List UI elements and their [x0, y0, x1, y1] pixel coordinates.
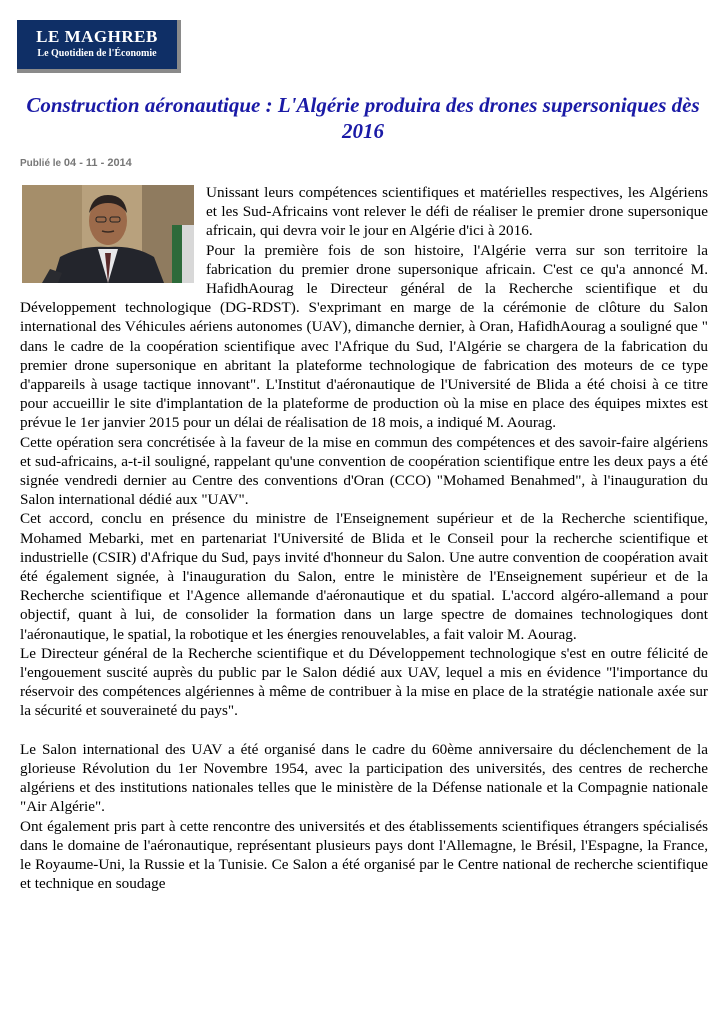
article-paragraph: Le Directeur général de la Recherche scientifique et du Développement technologique s'est en outre félicité de l'engouement suscité auprès du public par le Salon dédié aux UAV, lequel a mis en évidence "l'importance du réservoir des compétences algériennes à même de contribuer à la mise en place de la stratégie nationale axée sur la sécurité et souveraineté du pays". — [20, 644, 708, 720]
portrait-image — [22, 185, 194, 283]
article-paragraph: Cette opération sera concrétisée à la faveur de la mise en commun des compétences et des savoir-faire algériens et sud-africains, a-t-il souligné, rappelant qu'une convention de coopération scientifique entre les deux pays a été signée vendredi dernier au Centre des conventions d'Oran (CCO) "Mohamed Benahmed", à l'inauguration du Salon international dédié aux "UAV". — [20, 433, 708, 509]
portrait-photo — [22, 185, 194, 283]
article-title: Construction aéronautique : L'Algérie produira des drones supersoniques dès 2016 — [26, 93, 700, 143]
masthead-name: LE MAGHREB — [36, 27, 158, 46]
article-paragraph: Pour la première fois de son histoire, l'Algérie verra sur son territoire la fabrication du premier drone supersonique africain. C'est ce qu'a annoncé M. HafidhAourag le Directeur général de la Recherche scientifique et du Développement technologique (DG-RDST). S'exprimant en marge de la cérémonie de clôture du Salon international des Véhicules aériens autonomes (UAV), dimanche dernier, à Oran, HafidhAourag a souligné que " dans le cadre de la coopération scientifique avec l'Afrique du Sud, l'Algérie se chargera de la fabrication du premier drone supersonique en abritant la plateforme technologique de fabrication des moteurs de ce type d'appareils à usage tactique innovant". L'Institut d'aéronautique de l'Université de Blida a été choisi à ce titre pour accueillir le site d'implantation de la plateforme de production où la mise en place des équipes mixtes est prévue le 1er janvier 2015 pour un délai de réalisation de 18 mois, a indiqué M. Aourag. — [20, 241, 708, 432]
published-label: Publié le — [20, 158, 62, 169]
article-paragraph: Cet accord, conclu en présence du ministre de l'Enseignement supérieur et de la Recherche scientifique, Mohamed Mebarki, met en partenariat l'Université de Blida et le Conseil pour la recherche scientifique et industrielle (CSIR) d'Afrique du Sud, pays invité d'honneur du Salon. Une autre convention de coopération avait été également signée, à l'inauguration du Salon, entre le ministère de l'Enseignement supérieur et de la Recherche scientifique et l'Agence allemande d'aéronautique et du spatial. L'accord algéro-allemand a pour objectif, quant à lui, de consolider la formation dans un large spectre de domaines technologiques dont l'aéronautique, le spatial, la robotique et les énergies renouvelables, a fait valoir M. Aourag. — [20, 510, 708, 643]
article-paragraph: Ont également pris part à cette rencontre des universités et des établissements scientifiques étrangers spécialisés dans le domaine de l'aéronautique, représentant plusieurs pays dont l'Allemagne, le Brésil, l'Espagne, la France, le Royaume-Uni, la Russie et la Tunisie. Ce Salon a été organisé par le Centre national de recherche scientifique et technique en soudage — [20, 817, 708, 893]
published-date: 04 - 11 - 2014 — [63, 157, 132, 169]
article-body — [20, 183, 708, 893]
article-paragraph: Le Salon international des UAV a été organisé dans le cadre du 60ème anniversaire du déclenchement de la glorieuse Révolution du 1er Novembre 1954, avec la participation des universités, des centres de recherche algériens et des institutions nationales telles que le ministère de la Défense nationale et la Compagnie nationale "Air Algérie". — [20, 740, 708, 816]
masthead-logo — [17, 20, 181, 73]
publication-date — [20, 157, 132, 169]
article-paragraph: Unissant leurs compétences scientifiques et matérielles respectives, les Algériens et les Sud-Africains vont relever le défi de réaliser le premier drone supersonique africain, qui devra voir le jour en Algérie d'ici à 2016. — [206, 184, 708, 240]
masthead-tagline: Le Quotidien de l'Économie — [37, 48, 157, 59]
